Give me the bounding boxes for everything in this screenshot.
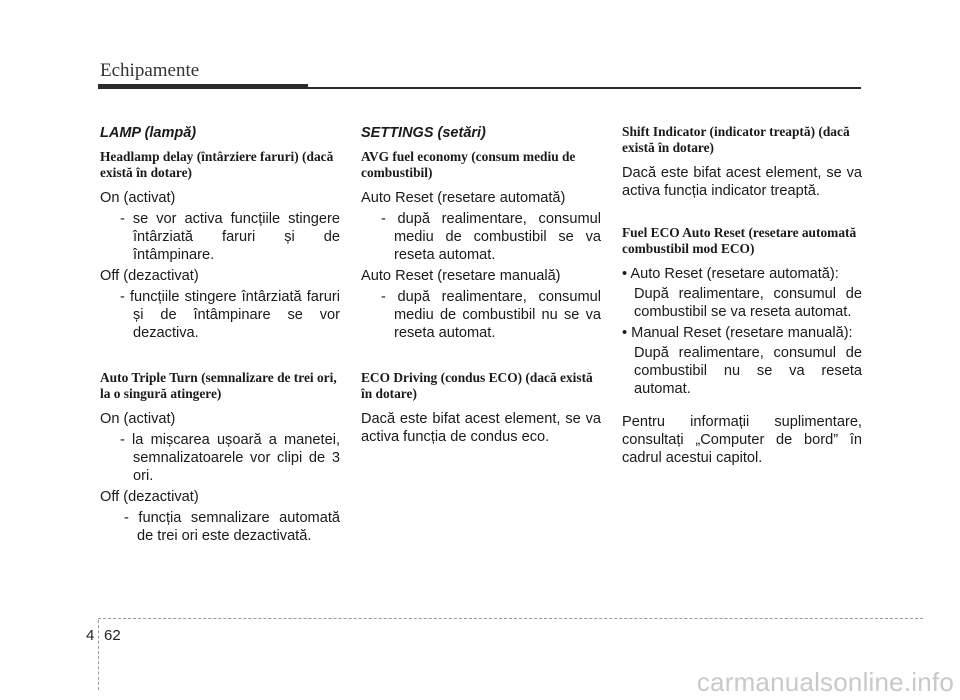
shift-indicator-heading: Shift Indicator (indicator treaptă) (dacă există în dotare) — [622, 124, 850, 155]
fuel-eco-reset-heading: Fuel ECO Auto Reset (resetare automată combustibil mod ECO) — [622, 225, 857, 256]
watermark: carmanualsonline.info — [696, 667, 954, 697]
headlamp-off-label: Off (dezactivat) — [100, 268, 199, 284]
page-number: 62 — [104, 627, 121, 644]
fuel-eco-manual-reset-desc: După realimentare, consumul de combustibil nu se va reseta automat. — [634, 345, 862, 397]
eco-driving-text: Dacă este bifat acest element, se va activa funcția de condus eco. — [361, 411, 601, 445]
triple-off-label: Off (dezactivat) — [100, 489, 199, 505]
headlamp-on-label: On (activat) — [100, 190, 176, 206]
avg-fuel-economy-heading: AVG fuel economy (consum mediu de combustibil) — [361, 149, 576, 180]
column-left — [100, 124, 340, 548]
headlamp-off-desc: - funcțiile stingere întârziată faruri și de întâmpinare se vor dezactiva. — [120, 289, 340, 341]
chapter-number: 4 — [86, 627, 95, 644]
column-middle — [361, 124, 601, 449]
auto-triple-turn-heading: Auto Triple Turn (semnalizare de trei ori, la o singură atingere) — [100, 370, 337, 401]
header-rule-thick — [98, 84, 308, 89]
eco-driving-heading: ECO Driving (condus ECO) (dacă există în dotare) — [361, 370, 593, 401]
section-title-lamp: LAMP (lampă) — [100, 125, 197, 141]
triple-on-label: On (activat) — [100, 411, 176, 427]
section-title-settings: SETTINGS (setări) — [361, 125, 486, 141]
avg-manual-reset-desc: - după realimentare, consumul mediu de combustibil nu se va reseta automat. — [381, 289, 601, 341]
shift-indicator-text: Dacă este bifat acest element, se va activa funcția indicator treaptă. — [622, 165, 862, 199]
footer-dashed-rule — [98, 618, 923, 619]
footer-dashed-divider — [98, 620, 99, 690]
additional-info-text: Pentru informații suplimentare, consultați „Computer de bord” în cadrul acestui capitol. — [622, 414, 862, 466]
header-rule-thin — [308, 87, 861, 89]
fuel-eco-auto-reset-item: • Auto Reset (resetare automată): — [622, 266, 839, 282]
column-right — [622, 124, 862, 470]
avg-manual-reset-label: Auto Reset (resetare manuală) — [361, 268, 561, 284]
headlamp-delay-heading: Headlamp delay (întârziere faruri) (dacă există în dotare) — [100, 149, 334, 180]
avg-auto-reset-desc: - după realimentare, consumul mediu de combustibil se va reseta automat. — [381, 211, 601, 263]
triple-off-desc: - funcția semnalizare automată de trei ori este dezactivată. — [124, 510, 340, 544]
fuel-eco-manual-reset-item: • Manual Reset (resetare manuală): — [622, 325, 853, 341]
triple-on-desc: - la mișcarea ușoară a manetei, semnalizatoarele vor clipi de 3 ori. — [120, 432, 340, 484]
avg-auto-reset-label: Auto Reset (resetare automată) — [361, 190, 566, 206]
page-header-title: Echipamente — [100, 60, 200, 81]
headlamp-on-desc: - se vor activa funcțiile stingere întârziată faruri și de întâmpinare. — [120, 211, 340, 263]
fuel-eco-auto-reset-desc: După realimentare, consumul de combustibil se va reseta automat. — [634, 286, 862, 320]
